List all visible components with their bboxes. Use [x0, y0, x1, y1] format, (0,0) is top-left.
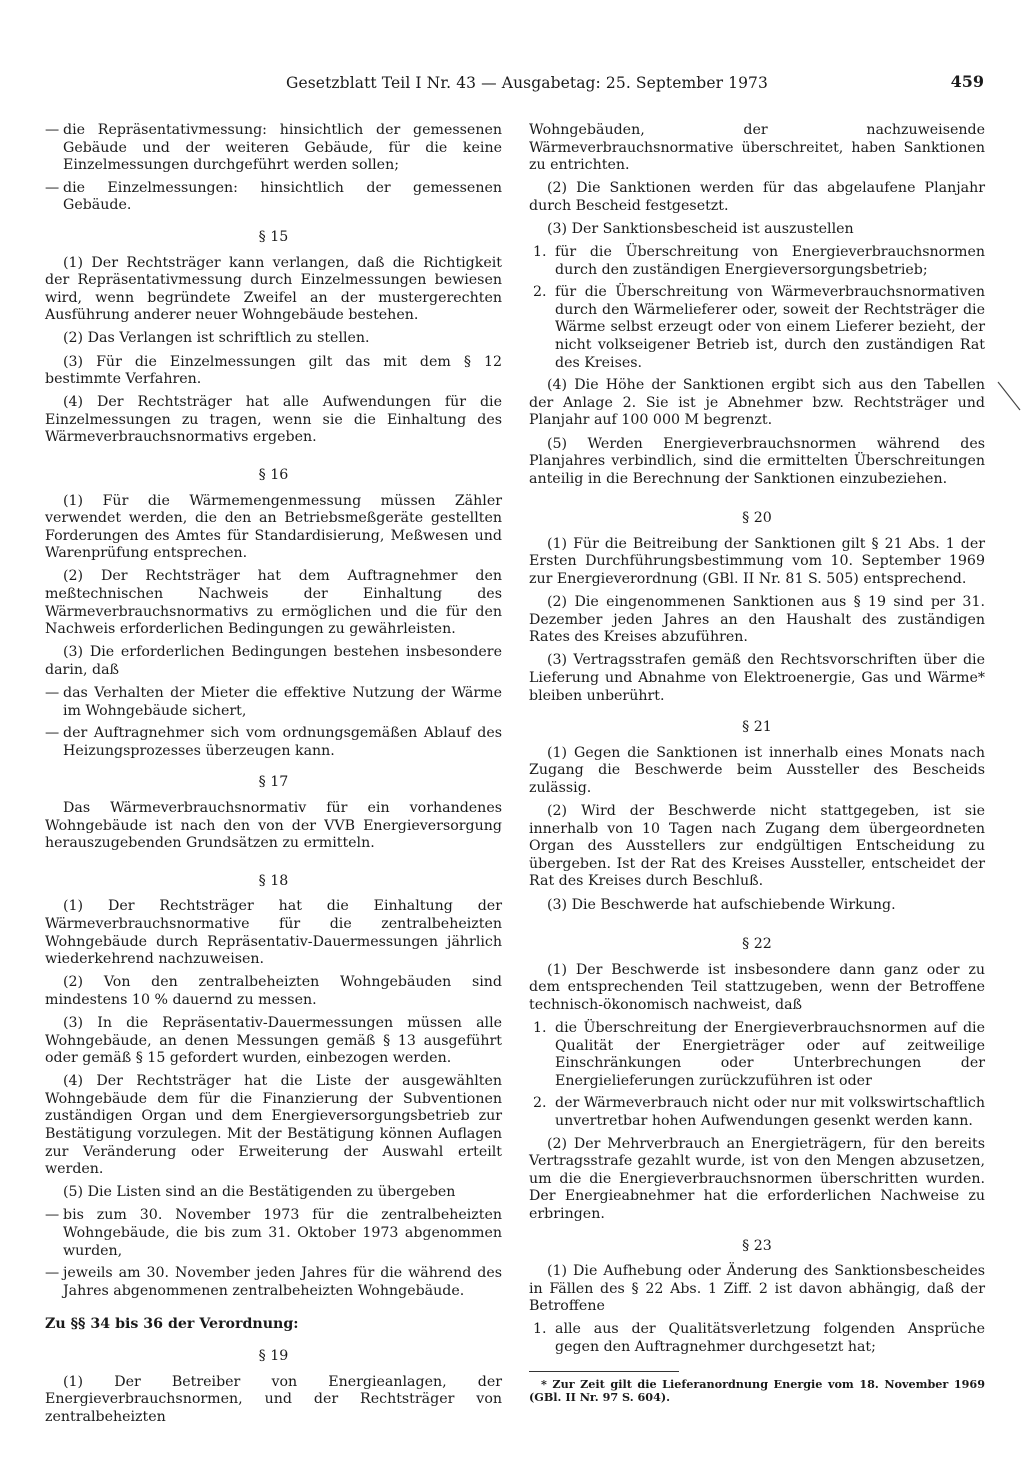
paragraph: (1) Gegen die Sanktionen ist innerhalb eines Monats nach Zugang die Beschwerde beim Aussteller des Bescheids zulässig. — [529, 744, 985, 796]
paragraph: (1) Der Betreiber von Energieanlagen, der Energieverbrauchsnormen, und der Rechtsträger von zentralbeheizten — [45, 1373, 502, 1425]
paragraph: (1) Für die Wärmemengenmessung müssen Zähler verwendet werden, die den an Betriebsmeßgeräte gestellten Forderungen des Amtes für Standardisierung, Meßwesen und Warenprüfung entsprechen. — [45, 492, 502, 562]
numbered-item-text: für die Überschreitung von Energieverbrauchsnormen durch den zuständigen Energieversorgungsbetrieb; — [555, 244, 985, 278]
paragraph: (5) Werden Energieverbrauchsnormen während des Planjahres verbindlich, sind die ermittelten Überschreitungen anteilig in die Berechnung der Sanktionen einzubeziehen. — [529, 435, 985, 487]
list-item — [45, 180, 502, 215]
dash-mark: — — [45, 685, 60, 702]
paragraph: (1) Für die Beitreibung der Sanktionen gilt § 21 Abs. 1 der Ersten Durchführungsbestimmung vom 10. September 1969 zur Energieverordnung (GBl. II Nr. 81 S. 505) entsprechend. — [529, 535, 985, 588]
numbered-item-text: die Überschreitung der Energieverbrauchsnormen auf die Qualität der Energieträger oder auf zeitweilige Einschränkungen oder Unterbrechungen der Energielieferungen zurückzuführen ist oder — [555, 1020, 985, 1089]
section-heading: § 16 — [258, 467, 289, 483]
list-item-text: die Repräsentativmessung: hinsichtlich der gemessenen Gebäude und der weiteren Gebäude, für die keine Einzelmessungen durchgeführt werden sollen; — [63, 122, 502, 174]
dash-mark: — — [45, 725, 60, 742]
paragraph: (1) Der Rechtsträger hat die Einhaltung der Wärmeverbrauchsnormative für die zentralbeheizten Wohngebäude durch Repräsentativ-Dauermessungen jährlich wiederkehrend nachzuweisen. — [45, 898, 502, 968]
paragraph-continued: Wohngebäuden, der nachzuweisende Wärmeverbrauchsnormative überschreitet, haben Sanktionen zu entrichten. — [529, 122, 985, 174]
header-title: Gesetzblatt Teil I Nr. 43 — Ausgabetag: 25. September 1973 — [286, 74, 768, 92]
section-heading: § 23 — [742, 1237, 772, 1254]
paragraph: (2) Der Rechtsträger hat dem Auftragnehmer den meßtechnischen Nachweis der Einhaltung des Wärmeverbrauchsnormativs zu ermöglichen und die für den Nachweis erforderlichen Bedingungen zu gewährleisten. — [45, 568, 502, 638]
list-item-text: jeweils am 30. November jeden Jahres für die während des Jahres abgenommenen zentralbeheizten Wohngebäude. — [63, 1265, 502, 1299]
paragraph: (3) Die Beschwerde hat aufschiebende Wirkung. — [547, 896, 896, 913]
paragraph: (5) Die Listen sind an die Bestätigenden zu übergeben — [63, 1184, 456, 1201]
page-header — [60, 74, 990, 102]
dash-mark: — — [45, 179, 60, 196]
paragraph: (1) Die Aufhebung oder Änderung des Sanktionsbescheides in Fällen des § 22 Abs. 1 Ziff. 2 ist davon abhängig, daß der Betroffene — [529, 1263, 985, 1315]
paragraph: (2) Der Mehrverbrauch an Energieträgern, für den bereits Vertragsstrafe gezahlt wurde, ist von den Mengen abzusetzen, um die die Energieverbrauchsnormen überschritten wurden. Der Energieabnehmer hat die erforderlichen Nachweise zu erbringen. — [529, 1135, 985, 1222]
numbered-item — [529, 1095, 985, 1130]
list-item — [45, 1265, 502, 1300]
paragraph: (3) In die Repräsentativ-Dauermessungen müssen alle Wohngebäude, an denen Messungen gemäß § 13 ausgeführt oder gemäß § 15 gefordert wurden, einbezogen werden. — [45, 1014, 502, 1067]
dash-mark: — — [45, 1207, 60, 1224]
list-item — [45, 685, 502, 720]
item-number: 2. — [533, 284, 547, 301]
section-heading: § 21 — [742, 719, 772, 736]
footnote: * Zur Zeit gilt die Lieferanordnung Energie vom 18. November 1969 (GBl. II Nr. 97 S. 604). — [529, 1376, 985, 1405]
paragraph: (2) Die eingenommenen Sanktionen aus § 19 sind per 31. Dezember jeden Jahres an den Haushalt des zuständigen Rates des Kreises abzuführen. — [529, 594, 985, 646]
paragraph: (3) Für die Einzelmessungen gilt das mit dem § 12 bestimmte Verfahren. — [45, 353, 502, 388]
paragraph: Das Wärmeverbrauchsnormativ für ein vorhandenes Wohngebäude ist nach den von der VVB Energieversorgung herauszugebenden Grundsätzen zu ermitteln. — [45, 800, 502, 852]
dash-mark: — — [45, 122, 60, 138]
paragraph: (2) Wird der Beschwerde nicht stattgegeben, ist sie innerhalb von 10 Tagen nach Zugang dem übergeordneten Organ des Ausstellers zur endgültigen Entscheidung zu übergeben. Ist der Rat des Kreises Aussteller, entscheidet der Rat des Kreises durch Beschluß. — [529, 803, 985, 890]
section-heading: § 18 — [258, 872, 289, 889]
numbered-item-text: für die Überschreitung von Wärmeverbrauchsnormativen durch den Wärmelieferer oder, soweit der Rechtsträger die Wärme selbst erzeugt oder von einem Lieferer bezieht, der nicht volkseigener Betrieb ist, durch den zuständigen Rat des Kreises. — [555, 284, 985, 371]
numbered-item — [529, 1020, 985, 1090]
paragraph: (3) Der Sanktionsbescheid ist auszustellen — [547, 220, 854, 237]
section-heading: § 22 — [742, 936, 772, 953]
right-column — [529, 122, 985, 1410]
footnote-divider — [529, 1371, 679, 1372]
item-number: 2. — [533, 1095, 547, 1112]
numbered-item-text: alle aus der Qualitätsverletzung folgenden Ansprüche gegen den Auftragnehmer durchgesetzt hat; — [555, 1321, 985, 1356]
list-item-text: das Verhalten der Mieter die effektive Nutzung der Wärme im Wohngebäude sichert, — [63, 685, 502, 719]
paragraph: (2) Das Verlangen ist schriftlich zu stellen. — [63, 330, 370, 347]
paragraph: (2) Die Sanktionen werden für das abgelaufene Planjahr durch Bescheid festgesetzt. — [529, 180, 985, 214]
paragraph: (4) Der Rechtsträger hat die Liste der ausgewählten Wohngebäude dem für die Finanzierung der Subventionen zuständigen Organ und dem Energieversorgungsbetrieb zur Bestätigung vorzulegen. Mit der Bestätigung können Auflagen zur Veränderung oder Erweiterung der Auswahl erteilt werden. — [45, 1073, 502, 1178]
paragraph: (3) Vertragsstrafen gemäß den Rechtsvorschriften über die Lieferung und Abnahme von Elektroenergie, Gas und Wärme* bleiben unberührt. — [529, 652, 985, 704]
paragraph: (4) Die Höhe der Sanktionen ergibt sich aus den Tabellen der Anlage 2. Sie ist je Abnehmer bzw. Rechtsträger und Planjahr auf 100 000 M begrenzt. — [529, 377, 985, 429]
paragraph: (4) Der Rechtsträger hat alle Aufwendungen für die Einzelmessungen zu tragen, wenn sie die Einhaltung des Wärmeverbrauchsnormativs ergeben. — [45, 394, 502, 446]
list-item-text: der Auftragnehmer sich vom ordnungsgemäßen Ablauf des Heizungsprozesses überzeugen kann. — [63, 725, 502, 759]
paragraph: (3) Die erforderlichen Bedingungen bestehen insbesondere darin, daß — [45, 644, 502, 678]
item-number: 1. — [533, 1321, 547, 1338]
list-item — [45, 122, 502, 175]
paragraph: (1) Der Rechtsträger kann verlangen, daß die Richtigkeit der Repräsentativmessung durch Einzelmessungen bewiesen wird, wenn begründete Zweifel an der mustergerechten Ausführung anderer neuer Wohngebäude bestehen. — [45, 254, 502, 324]
chapter-heading: Zu §§ 34 bis 36 der Verordnung: — [45, 1316, 299, 1333]
paragraph: (2) Von den zentralbeheizten Wohngebäuden sind mindestens 10 % dauernd zu messen. — [45, 974, 502, 1008]
dash-mark: — — [45, 1265, 60, 1282]
section-heading: § 19 — [258, 1347, 289, 1364]
section-heading: § 17 — [258, 774, 289, 791]
item-number: 1. — [533, 1020, 547, 1037]
numbered-item — [529, 244, 985, 279]
page-number: 459 — [950, 72, 984, 91]
item-number: 1. — [533, 244, 547, 261]
list-item-text: bis zum 30. November 1973 für die zentralbeheizten Wohngebäude, die bis zum 31. Oktober 1973 abgenommen wurden, — [63, 1207, 502, 1259]
paragraph: (1) Der Beschwerde ist insbesondere dann ganz oder zu dem entsprechenden Teil stattzugeben, wenn der Betroffene technisch-ökonomisch nachweist, daß — [529, 961, 985, 1013]
left-column — [45, 122, 502, 1432]
numbered-item-text: der Wärmeverbrauch nicht oder nur mit volkswirtschaftlich unvertretbar hohen Aufwendungen gesenkt werden kann. — [555, 1095, 985, 1129]
numbered-item — [529, 284, 985, 372]
numbered-item — [529, 1321, 985, 1356]
list-item-text: die Einzelmessungen: hinsichtlich der gemessenen Gebäude. — [63, 179, 502, 214]
list-item — [45, 1207, 502, 1260]
list-item — [45, 725, 502, 760]
section-heading: § 20 — [742, 510, 772, 527]
section-heading: § 15 — [258, 228, 289, 245]
margin-pencil-mark — [996, 380, 1022, 412]
